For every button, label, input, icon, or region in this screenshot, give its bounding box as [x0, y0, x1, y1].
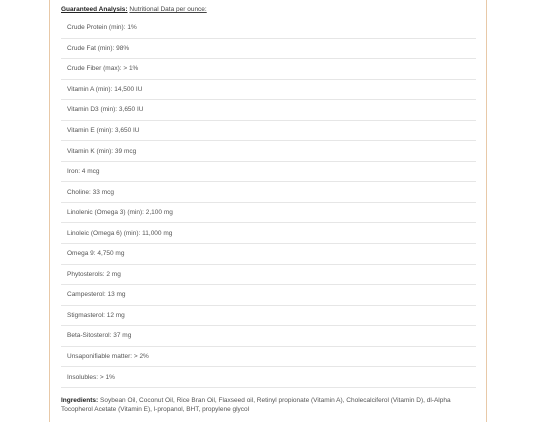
panel-border-right: [486, 0, 487, 422]
table-row: Insolubles: > 1%: [61, 367, 476, 388]
table-row: Vitamin A (min): 14,500 IU: [61, 80, 476, 101]
ingredients-text: Soybean Oil, Coconut Oil, Rice Bran Oil, Flaxseed oil, Retinyl propionate (Vitamin A), Cholecalciferol (Vitamin D), dl-Alpha Tocopherol Acetate (Vitamin E), l-propanol, BHT, propylene glycol: [61, 397, 451, 413]
panel-border-left: [49, 0, 50, 422]
guaranteed-analysis-label: Guaranteed Analysis:: [61, 6, 128, 13]
guaranteed-analysis-header: [61, 5, 207, 14]
table-row: Linoleic (Omega 6) (min): 11,000 mg: [61, 223, 476, 244]
table-row: Unsaponifiable matter: > 2%: [61, 347, 476, 368]
table-row: Linolenic (Omega 3) (min): 2,100 mg: [61, 203, 476, 224]
table-row: Stigmasterol: 12 mg: [61, 306, 476, 327]
table-row: Beta-Sitosterol: 37 mg: [61, 326, 476, 347]
table-row: Crude Fat (min): 98%: [61, 39, 476, 60]
nutrition-table: [61, 18, 476, 388]
table-row: Vitamin E (min): 3,650 IU: [61, 121, 476, 142]
ingredients-label: Ingredients:: [61, 397, 99, 404]
table-row: Choline: 33 mcg: [61, 182, 476, 203]
nutritional-data-description: Nutritional Data per ounce:: [129, 6, 207, 13]
table-row: Omega 9: 4,750 mg: [61, 244, 476, 265]
table-row: Crude Fiber (max): > 1%: [61, 59, 476, 80]
table-row: Vitamin D3 (min): 3,650 IU: [61, 100, 476, 121]
table-row: Crude Protein (min): 1%: [61, 18, 476, 39]
ingredients-section: [61, 396, 461, 414]
table-row: Phytosterols: 2 mg: [61, 265, 476, 286]
table-row: Vitamin K (min): 39 mcg: [61, 141, 476, 162]
table-row: Iron: 4 mcg: [61, 162, 476, 183]
table-row: Campesterol: 13 mg: [61, 285, 476, 306]
